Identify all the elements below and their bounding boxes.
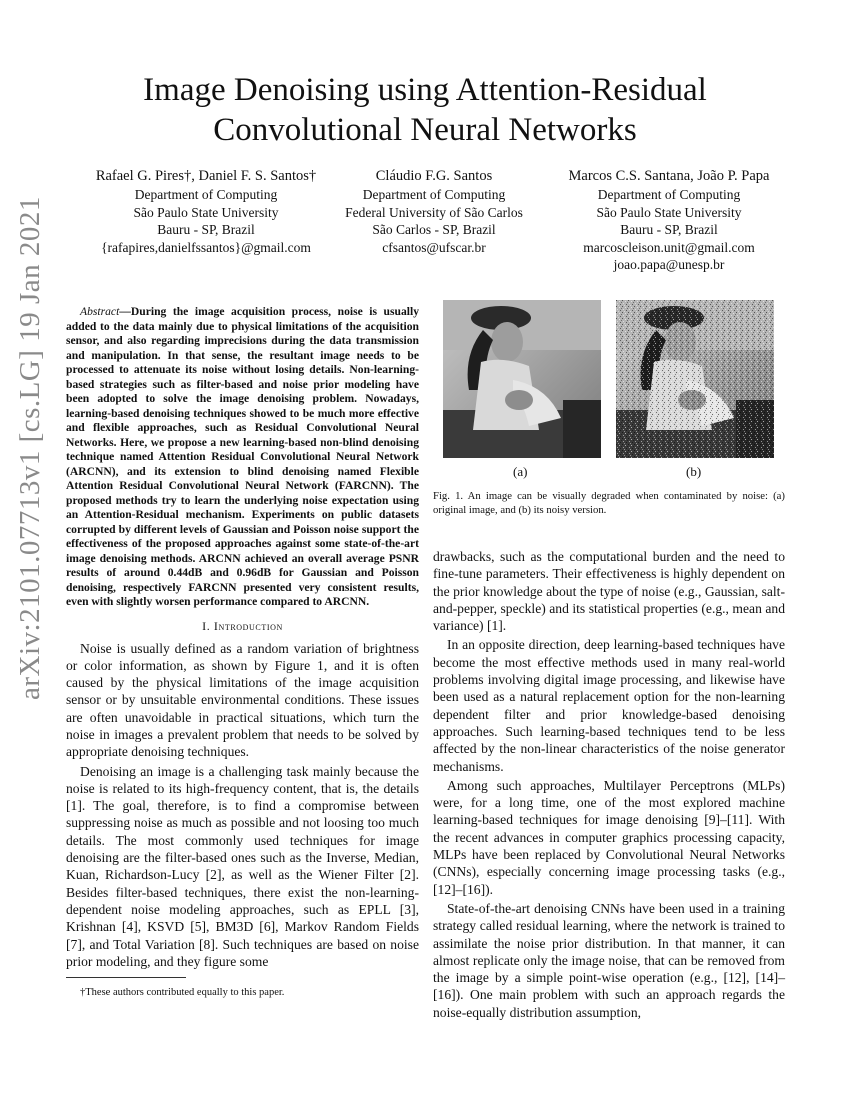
- author-email: cfsantos@ufscar.br: [382, 239, 486, 255]
- arxiv-identifier[interactable]: arXiv:2101.07713v1 [cs.LG] 19 Jan 2021: [14, 196, 46, 700]
- right-column: [433, 300, 785, 1020]
- subcaption-a: (a): [513, 464, 528, 479]
- affiliation-line: São Carlos - SP, Brazil: [372, 222, 496, 237]
- author-email: {rafapires,danielfssantos}@gmail.com: [101, 239, 311, 255]
- footnote-divider: [66, 977, 186, 978]
- paper-title: [0, 70, 850, 150]
- author-block-2: [330, 167, 538, 256]
- body-paragraph: In an opposite direction, deep learning-based techniques have become the most effective methods used in many real-world problems involving digital image processing, and likewise have been used as a natural replacement option for the non-learning dependent filter and prior knowledge-based denoising approaches. Such learning-based techniques tend to be less affected by the non-linear characteristics of the noise generator mechanisms.: [433, 637, 785, 774]
- body-paragraph: Noise is usually defined as a random variation of brightness or color information, as shown by Figure 1, and it is often caused by the physical limitations of the image acquisition sensor or by unsuitable environmental conditions. These issues are often unavoidable in practical situations, which turn the noise in images a prevalent problem that needs to be solved by appropriate denoising techniques.: [66, 640, 419, 760]
- figure-caption: Fig. 1. An image can be visually degraded when contaminated by noise: (a) original image, and (b) its noisy version.: [433, 490, 785, 516]
- affiliation-line: São Paulo State University: [133, 204, 279, 220]
- title-line-2: Convolutional Neural Networks: [213, 112, 637, 148]
- subcaption-b: (b): [686, 464, 702, 479]
- affiliation-line: Department of Computing: [597, 187, 741, 202]
- body-paragraph: drawbacks, such as the computational burden and the need to fine-tune parameters. Their effectiveness is highly dependent on the prior knowledge about the type of noise (e.g., Gaussian, salt-and-pepper, speckle) and its statistical properties (e.g., mean and variance) [1].: [433, 549, 785, 634]
- author-names: Cláudio F.G. Santos: [375, 168, 493, 184]
- affiliation-line: Bauru - SP, Brazil: [157, 222, 255, 237]
- body-paragraph: State-of-the-art denoising CNNs have been used in a training strategy called residual learning, where the network is trained to assimilate the noise prior distribution. In that manner, it can almost replicate only the image noise, that can be removed from the image by a simple point-wise operation (e.g., [12], [14]–[16]). One main problem with such an approach regards the noise-equally distribution assumption,: [433, 900, 785, 1020]
- author-email: marcoscleison.unit@gmail.com: [583, 239, 755, 255]
- footnote: †These authors contributed equally to this paper.: [80, 987, 285, 998]
- body-paragraph: Denoising an image is a challenging task mainly because the noise is related to its high-frequency content, that is, the details [1]. The goal, therefore, is to find a compromise between suppressing noise as much as possible and not loosing too much details. The most commonly used techniques for image denoising are the filter-based ones such as the Inverse, Median, Kuan, Richardson-Lucy [2], as well as the Wiener Filter [2]. Besides filter-based techniques, there exist the non-learning-dependent noise modeling approaches, such as EPLL [3], Krishnan [4], KSVD [5], BM3D [6], Markov Random Fields [7], and Total Variation [8]. Such techniques are based on noise prior modeling, and they figure some: [66, 763, 419, 969]
- author-block-3: [531, 167, 807, 274]
- original-image: [443, 300, 601, 458]
- author-names: Rafael G. Pires†, Daniel F. S. Santos†: [95, 168, 317, 184]
- figure-1: [433, 300, 785, 490]
- author-email: joao.papa@unesp.br: [613, 257, 725, 272]
- noisy-image: [616, 300, 774, 458]
- body-paragraph: Among such approaches, Multilayer Perceptrons (MLPs) were, for a long time, one of the most explored machine learning-based techniques for image denoising [9]–[11]. With the recent advances in computer graphics processing capacity, MLPs have been replaced by Convolutional Neural Networks (CNNs), especially concerning image processing tasks (e.g., [12]–[16]).: [433, 777, 785, 897]
- left-column: [66, 305, 419, 972]
- affiliation-line: Bauru - SP, Brazil: [620, 222, 718, 237]
- section-heading: I. Introduction: [202, 618, 283, 633]
- abstract-text: —During the image acquisition process, noise is usually added to the data mainly due to physical limitations of the acquisition sensor, and also regarding imprecisions during the data transmission and manipulation. In that sense, the resultant image needs to be processed to attenuate its noise without losing details. Non-learning-based strategies such as filter-based and noise prior modeling have been adopted to solve the image denoising problem. Nowadays, learning-based denoising techniques showed to be much more effective and flexible approaches, such as Residual Convolutional Neural Networks. Here, we propose a new learning-based non-blind denoising technique named Attention Residual Convolutional Neural Network (ARCNN), and its extension to blind denoising named Flexible Attention Residual Convolutional Neural Network (FARCNN). The proposed methods try to learn the underlying noise expectation using an Attention-Residual mechanism. Experiments on public datasets corrupted by different levels of Gaussian and Poisson noise support the effectiveness of the proposed approaches against some state-of-the-art image denoising methods. ARCNN achieved an overall average PSNR results of around 0.44dB and 0.96dB for Gaussian and Poisson denoising, respectively FARCNN presented very consistent results, even with slightly worsen performance compared to ARCNN.: [66, 305, 419, 608]
- author-block-1: [66, 167, 346, 256]
- title-line-1: Image Denoising using Attention-Residual: [143, 72, 707, 108]
- affiliation-line: São Paulo State University: [596, 204, 742, 220]
- abstract: [66, 305, 419, 610]
- affiliation-line: Department of Computing: [134, 187, 278, 202]
- arxiv-stamp: [8, 196, 48, 700]
- author-names: Marcos C.S. Santana, João P. Papa: [568, 168, 770, 184]
- affiliation-line: Federal University of São Carlos: [345, 204, 523, 220]
- right-body-text: [433, 548, 785, 1023]
- abstract-label: Abstract: [80, 305, 120, 318]
- affiliation-line: Department of Computing: [362, 187, 506, 202]
